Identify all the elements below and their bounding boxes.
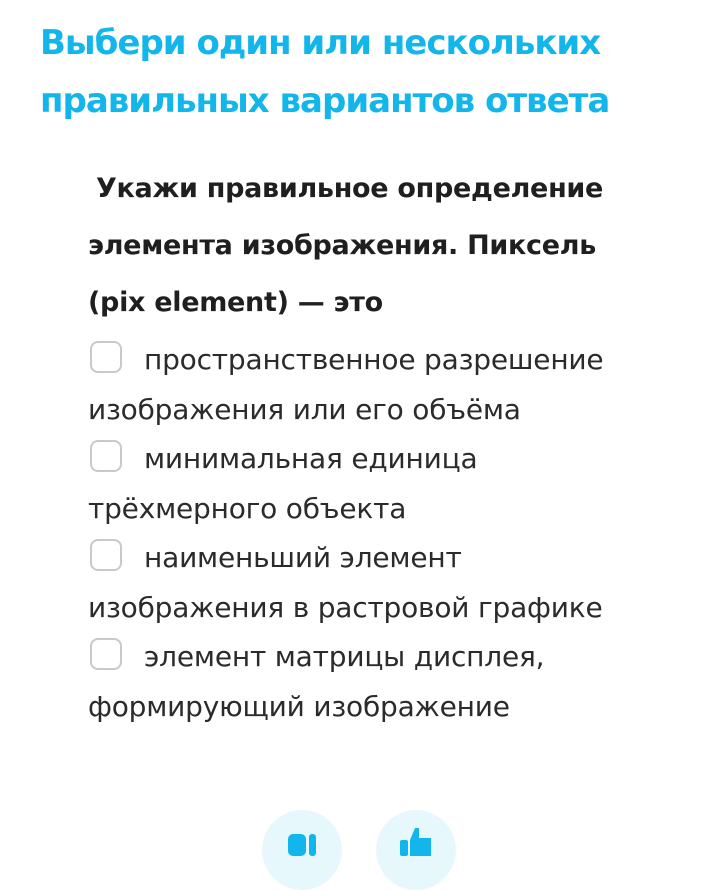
report-icon: [284, 826, 320, 856]
answer-option-1[interactable]: [88, 335, 658, 434]
answer-option-2[interactable]: [88, 434, 658, 533]
answer-option-label: наименьший элемент изображения в растровой графике: [88, 541, 603, 624]
thumbs-up-icon: [398, 826, 434, 856]
answer-checkbox[interactable]: [90, 341, 122, 373]
answer-option-label: элемент матрицы дисплея, формирующий изображение: [88, 640, 545, 723]
report-button[interactable]: [262, 810, 342, 890]
question-text: Укажи правильное определение элемента изображения. Пиксель (pix element) — это: [88, 173, 604, 318]
answer-checkbox[interactable]: [90, 638, 122, 670]
answer-option-3[interactable]: [88, 533, 658, 632]
answer-option-4[interactable]: [88, 632, 658, 731]
like-button[interactable]: [376, 810, 456, 890]
instruction-title: Выбери один или нескольких правильных вариантов ответа: [40, 23, 610, 121]
answer-checkbox[interactable]: [90, 440, 122, 472]
answer-option-label: минимальная единица трёхмерного объекта: [88, 442, 478, 525]
answer-checkbox[interactable]: [90, 539, 122, 571]
answer-options: [88, 335, 658, 731]
answer-option-label: пространственное разрешение изображения или его объёма: [88, 343, 604, 426]
